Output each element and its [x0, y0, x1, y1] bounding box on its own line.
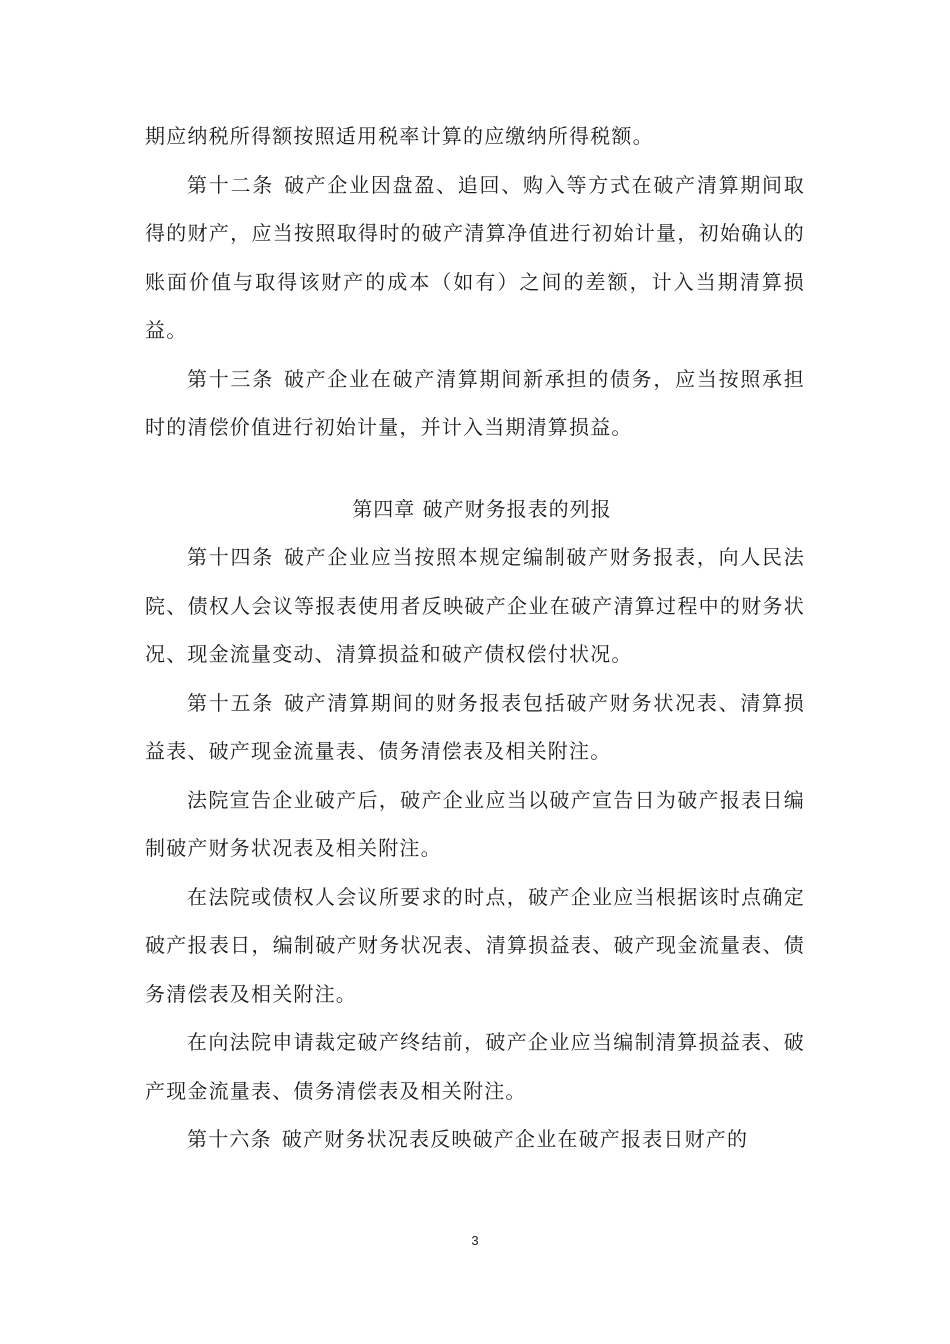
article-number: 第十六条 — [187, 1127, 272, 1151]
page-number: 3 — [471, 1233, 479, 1248]
paragraph-text: 破产企业在破产清算期间新承担的债务，应当按照承担时的清偿价值进行初始计量，并计入当期清算损益。 — [145, 366, 805, 439]
section-before-chapter — [145, 112, 805, 452]
paragraph-text: 期应纳税所得额按照适用税率计算的应缴纳所得税额。 — [145, 124, 654, 148]
article-number: 第十二条 — [187, 172, 274, 197]
section-after-chapter — [145, 533, 805, 1164]
paragraph — [145, 679, 805, 776]
paragraph-text: 破产企业因盘盈、追回、购入等方式在破产清算期间取得的财产，应当按照取得时的破产清算净值进行初始计量，初始确认的账面价值与取得该财产的成本（如有）之间的差额，计入当期清算损益。 — [145, 172, 805, 342]
paragraph-text: 破产清算期间的财务报表包括破产财务状况表、清算损益表、破产现金流量表、债务清偿表及相关附注。 — [145, 690, 805, 763]
paragraph-text: 破产企业应当按照本规定编制破产财务报表，向人民法院、债权人会议等报表使用者反映破产企业在破产清算过程中的财务状况、现金流量变动、清算损益和破产债权偿付状况。 — [145, 545, 805, 666]
article-number: 第十四条 — [187, 545, 274, 569]
paragraph — [145, 112, 805, 161]
paragraph — [145, 355, 805, 452]
paragraph — [145, 873, 805, 1019]
paragraph — [145, 1018, 805, 1115]
paragraph-text: 在法院或债权人会议所要求的时点，破产企业应当根据该时点确定破产报表日，编制破产财务状况表、清算损益表、破产现金流量表、债务清偿表及相关附注。 — [145, 884, 805, 1006]
paragraph — [145, 161, 805, 355]
paragraph-text: 在向法院申请裁定破产终结前，破产企业应当编制清算损益表、破产现金流量表、债务清偿表及相关附注。 — [145, 1030, 805, 1103]
chapter-title: 第四章 破产财务报表的列报 — [352, 496, 612, 521]
article-number: 第十三条 — [187, 366, 274, 391]
paragraph — [145, 776, 805, 873]
document-body — [145, 112, 805, 1164]
paragraph-text: 法院宣告企业破产后，破产企业应当以破产宣告日为破产报表日编制破产财务状况表及相关附注。 — [145, 787, 805, 860]
paragraph — [145, 1115, 805, 1164]
article-number: 第十五条 — [187, 690, 274, 715]
paragraph-text: 破产财务状况表反映破产企业在破产报表日财产的 — [281, 1127, 749, 1151]
paragraph — [145, 533, 805, 679]
